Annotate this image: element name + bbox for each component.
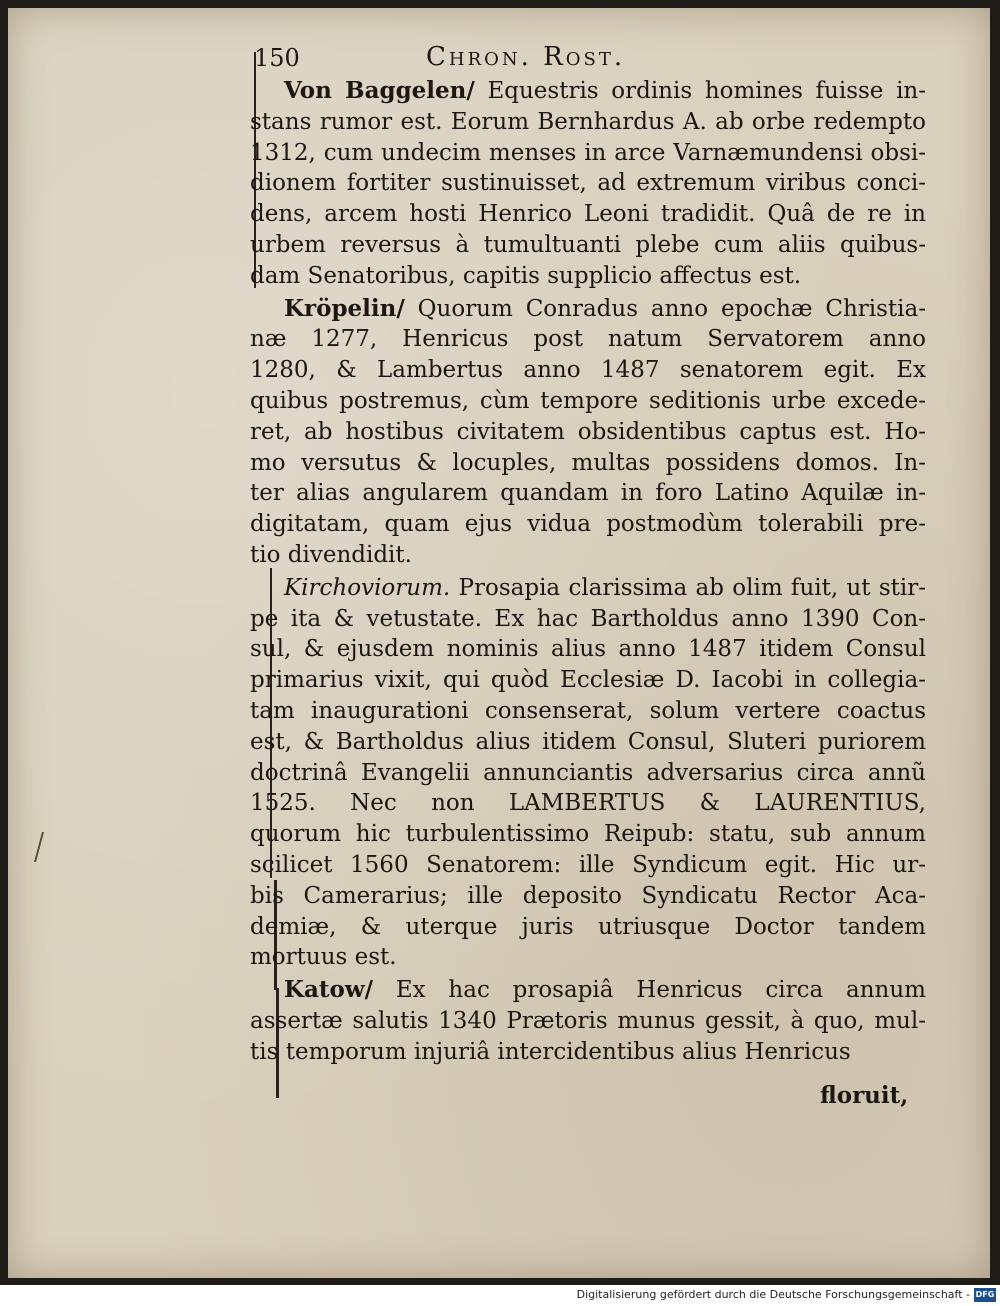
text-line xyxy=(250,573,926,604)
line-text: dens, arcem hosti Henrico Leoni tradidit. Quâ de re in xyxy=(250,201,926,228)
line-text: doctrinâ Evangelii annunciantis adversarius circa annũ xyxy=(250,759,926,786)
text-line xyxy=(250,942,926,973)
paragraph xyxy=(250,975,926,1067)
text-line xyxy=(250,386,926,417)
line-text: Equestris ordinis homines fuisse in- xyxy=(487,78,927,104)
page-number: 150 xyxy=(254,44,300,72)
line-text: 1312, cum undecim menses in arce Varnæmundensi obsi- xyxy=(250,139,926,166)
text-line xyxy=(250,417,926,448)
paragraph xyxy=(250,573,926,973)
line-text: ret, ab hostibus civitatem obsidentibus captus est. Ho- xyxy=(250,418,926,445)
text-line xyxy=(250,261,926,292)
line-text: bis Camerarius; ille deposito Syndicatu Rector Aca- xyxy=(250,882,926,909)
text-line xyxy=(250,975,926,1006)
footer-bar xyxy=(0,1285,1000,1306)
text-line xyxy=(250,758,926,789)
line-text: demiæ, & uterque juris utriusque Doctor tandem xyxy=(250,913,926,940)
text-line xyxy=(250,1037,926,1068)
text-line xyxy=(250,478,926,509)
text-line xyxy=(250,1006,926,1037)
line-text: tio divendidit. xyxy=(250,541,412,568)
text-line xyxy=(250,881,926,912)
text-block xyxy=(250,76,926,1070)
line-text: scilicet 1560 Senatorem: ille Syndicum egit. Hic ur- xyxy=(250,851,926,878)
text-line xyxy=(250,540,926,571)
line-text: quorum hic turbulentissimo Reipub: statu, sub annum xyxy=(250,821,926,848)
text-line xyxy=(250,509,926,540)
paragraph xyxy=(250,294,926,571)
text-line xyxy=(250,199,926,230)
text-line xyxy=(250,850,926,881)
line-text: tis temporum injuriâ intercidentibus alius Henricus xyxy=(250,1038,851,1065)
footer-credit: Digitalisierung gefördert durch die Deutsche Forschungsgemeinschaft - xyxy=(576,1288,970,1301)
line-text: ter alias angularem quandam in foro Latino Aquilæ in- xyxy=(250,480,926,507)
line-text: digitatam, quam ejus vidua postmodùm tolerabili pre- xyxy=(250,511,926,538)
line-text: mo versutus & locuples, multas possidens domos. In- xyxy=(250,449,926,476)
line-text: dionem fortiter sustinuisset, ad extremum viribus conci- xyxy=(250,170,926,197)
line-text: urbem reversus à tumultuanti plebe cum aliis quibus- xyxy=(250,231,926,258)
line-text: Ex hac prosapiâ Henricus circa annum xyxy=(395,977,926,1004)
line-text: tam inaugurationi consenserat, solum vertere coactus xyxy=(250,697,926,724)
text-line xyxy=(250,819,926,850)
line-text: Prosapia clarissima ab olim fuit, ut stir- xyxy=(458,574,927,601)
paragraph xyxy=(250,76,926,292)
text-line xyxy=(250,604,926,635)
text-line xyxy=(250,294,926,325)
paragraph-lead: Von Baggelen/ xyxy=(284,77,475,104)
line-text: pe ita & vetustate. Ex hac Bartholdus anno 1390 Con- xyxy=(250,605,926,632)
text-line xyxy=(250,76,926,107)
line-text: Quorum Conradus anno epochæ Christia- xyxy=(417,295,927,322)
text-line xyxy=(250,912,926,943)
text-line xyxy=(250,665,926,696)
line-text: dam Senatoribus, capitis supplicio affectus est. xyxy=(250,262,802,289)
text-line xyxy=(250,168,926,199)
paragraph-lead: Katow/ xyxy=(284,976,374,1004)
line-text: næ 1277, Henricus post natum Servatorem anno xyxy=(250,326,926,353)
text-line xyxy=(250,634,926,665)
text-line xyxy=(250,696,926,727)
line-text: est, & Bartholdus alius itidem Consul, Sluteri puriorem xyxy=(250,728,926,755)
text-line xyxy=(250,230,926,261)
line-text: primarius vixit, qui quòd Ecclesiæ D. Iacobi in collegia- xyxy=(250,667,926,694)
paragraph-lead: Kröpelin/ xyxy=(284,294,405,322)
text-line xyxy=(250,788,926,819)
line-text: mortuus est. xyxy=(250,944,397,971)
line-text: stans rumor est. Eorum Bernhardus A. ab orbe redempto xyxy=(250,108,926,135)
text-line xyxy=(250,448,926,479)
catchword: floruit, xyxy=(820,1082,909,1109)
text-line xyxy=(250,324,926,355)
dfg-logo: DFG xyxy=(974,1288,996,1302)
text-line xyxy=(250,138,926,169)
page-header xyxy=(242,38,942,78)
text-line xyxy=(250,727,926,758)
margin-mark xyxy=(34,832,60,862)
text-line xyxy=(250,107,926,138)
text-line xyxy=(250,355,926,386)
paragraph-lead: Kirchoviorum. xyxy=(284,574,451,601)
line-text: quibus postremus, cùm tempore seditionis urbe excede- xyxy=(250,387,926,414)
running-head: Chron. Rost. xyxy=(426,42,626,72)
line-text: 1280, & Lambertus anno 1487 senatorem egit. Ex xyxy=(250,357,926,384)
line-text: assertæ salutis 1340 Prætoris munus gessit, à quo, mul- xyxy=(250,1007,926,1034)
line-text: sul, & ejusdem nominis alius anno 1487 itidem Consul xyxy=(250,636,926,663)
line-text: 1525. Nec non LAMBERTUS & LAURENTIUS, xyxy=(250,790,926,817)
